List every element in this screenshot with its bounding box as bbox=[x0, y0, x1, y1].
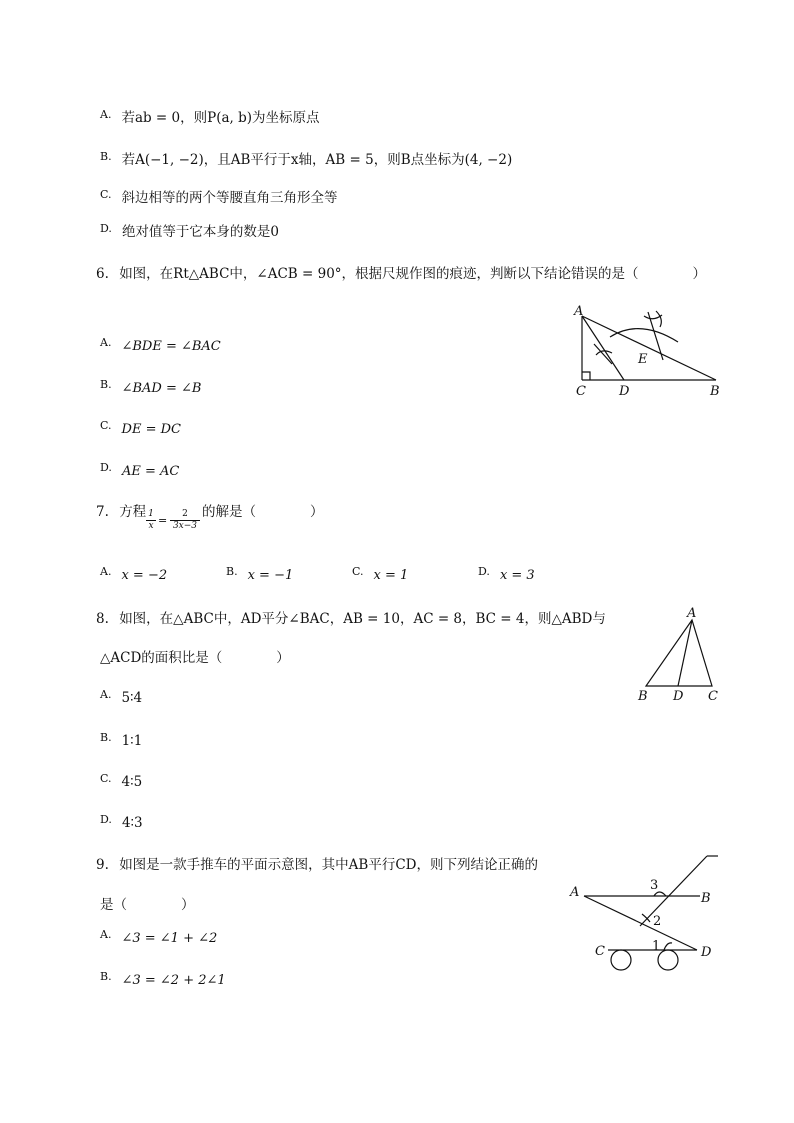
q5-option-a: $^{A.}$ 若ab = 0，则P(a, b)为坐标原点 bbox=[100, 108, 320, 126]
q9-option-a: $^{A.}$ ∠3 = ∠1 + ∠2 bbox=[100, 928, 218, 946]
q5-option-a-text: 若ab = 0，则P(a, b)为坐标原点 bbox=[121, 110, 320, 126]
q5-option-b: $^{B.}$ 若A(−1, −2)，且AB平行于x轴，AB = 5，则B点坐标为(4, −2) bbox=[100, 150, 513, 168]
q7-option-c: $^{C.}$ x = 1 bbox=[352, 565, 409, 583]
q8-number: 8. bbox=[96, 611, 109, 627]
q6-number: 6. bbox=[96, 266, 109, 282]
q9-stem-line1 bbox=[96, 853, 538, 873]
q7-lhs-denominator: x bbox=[146, 520, 156, 532]
q7-lhs-fraction bbox=[146, 509, 156, 532]
q7-option-d-text: x = 3 bbox=[499, 568, 535, 583]
q6-option-b-text: ∠BAD = ∠B bbox=[121, 381, 202, 396]
q7-stem-suffix: 的解是（ ） bbox=[202, 504, 324, 520]
q8-label-a: A bbox=[687, 606, 697, 621]
q8-label-b: B bbox=[638, 689, 648, 704]
q8-option-d: $^{D.}$ 4∶3 bbox=[100, 813, 143, 831]
q7-option-a: $^{A.}$ x = −2 bbox=[100, 565, 168, 583]
q7-option-c-text: x = 1 bbox=[373, 568, 409, 583]
q8-label-c: C bbox=[708, 689, 718, 704]
q9-stem-line2: 是（ ） bbox=[100, 897, 195, 913]
q7-option-b: $^{B.}$ x = −1 bbox=[226, 565, 294, 583]
q8-option-b: $^{B.}$ 1∶1 bbox=[100, 731, 143, 749]
q7-stem-prefix: 方程 bbox=[119, 504, 147, 520]
q7-number: 7. bbox=[96, 504, 109, 520]
q6-option-d: $^{D.}$ AE = AC bbox=[100, 461, 180, 479]
q5-option-d: $^{D.}$ 绝对值等于它本身的数是0 bbox=[100, 222, 280, 240]
q9-option-b-text: ∠3 = ∠2 + 2∠1 bbox=[121, 973, 226, 988]
q6-label-c: C bbox=[576, 384, 586, 399]
q9-option-a-text: ∠3 = ∠1 + ∠2 bbox=[121, 931, 218, 946]
q8-stem-text-1: 如图，在△ABC中，AD平分∠BAC，AB = 10，AC = 8，BC = 4，则△ABD与 bbox=[119, 611, 606, 627]
q6-figure bbox=[560, 300, 730, 405]
q7-rhs-numerator: 2 bbox=[182, 509, 188, 519]
q6-label-a: A bbox=[574, 304, 584, 319]
q8-option-d-text: 4∶3 bbox=[121, 815, 143, 831]
q8-option-a-text: 5∶4 bbox=[121, 690, 143, 706]
q5-option-d-text: 绝对值等于它本身的数是0 bbox=[121, 224, 280, 240]
q6-label-b: B bbox=[710, 384, 720, 399]
q8-option-a: $^{A.}$ 5∶4 bbox=[100, 688, 143, 706]
q7-rhs-denominator: 3x−3 bbox=[170, 520, 200, 532]
q7-option-b-text: x = −1 bbox=[247, 568, 294, 583]
q8-label-d: D bbox=[673, 689, 684, 704]
q7-equals: = bbox=[158, 514, 168, 527]
q9-label-a: A bbox=[570, 885, 580, 900]
q7-option-d: $^{D.}$ x = 3 bbox=[478, 565, 535, 583]
q5-option-c-text: 斜边相等的两个等腰直角三角形全等 bbox=[121, 190, 338, 206]
q6-option-a: $^{A.}$ ∠BDE = ∠BAC bbox=[100, 336, 221, 354]
q9-label-c: C bbox=[595, 944, 605, 959]
q9-stem-text-1: 如图是一款手推车的平面示意图，其中AB平行CD，则下列结论正确的 bbox=[119, 857, 539, 873]
q7-stem bbox=[96, 500, 146, 520]
q7-lhs-numerator: 1 bbox=[148, 509, 154, 519]
q5-option-b-text: 若A(−1, −2)，且AB平行于x轴，AB = 5，则B点坐标为(4, −2) bbox=[121, 152, 513, 168]
q9-number: 9. bbox=[96, 857, 109, 873]
q9-label-b: B bbox=[701, 891, 711, 906]
q9-figure bbox=[560, 850, 730, 975]
q9-label-3: 3 bbox=[650, 878, 659, 893]
q8-option-c: $^{C.}$ 4∶5 bbox=[100, 772, 143, 790]
q6-option-d-text: AE = AC bbox=[121, 464, 180, 479]
q8-stem-line1 bbox=[96, 607, 606, 627]
q6-stem-text: 如图，在Rt△ABC中，∠ACB = 90°，根据尺规作图的痕迹，判断以下结论错误的是（ ） bbox=[119, 266, 707, 282]
q9-label-d: D bbox=[701, 945, 712, 960]
q8-option-b-text: 1∶1 bbox=[121, 733, 143, 749]
q6-option-a-text: ∠BDE = ∠BAC bbox=[121, 339, 221, 354]
q7-rhs-fraction bbox=[170, 509, 200, 532]
q9-option-b: $^{B.}$ ∠3 = ∠2 + 2∠1 bbox=[100, 970, 226, 988]
q8-option-c-text: 4∶5 bbox=[121, 774, 143, 790]
q5-option-c: $^{C.}$ 斜边相等的两个等腰直角三角形全等 bbox=[100, 188, 338, 206]
q6-option-b: $^{B.}$ ∠BAD = ∠B bbox=[100, 378, 202, 396]
q6-option-c: $^{C.}$ DE = DC bbox=[100, 419, 181, 437]
q8-figure bbox=[630, 600, 730, 710]
q6-stem bbox=[96, 262, 706, 282]
q7-option-a-text: x = −2 bbox=[121, 568, 168, 583]
q6-label-e: E bbox=[638, 352, 648, 367]
q8-stem-line2: △ACD的面积比是（ ） bbox=[100, 650, 290, 666]
q6-label-d: D bbox=[619, 384, 630, 399]
q9-label-2: 2 bbox=[653, 914, 662, 929]
q9-label-1: 1 bbox=[652, 939, 661, 954]
q6-option-c-text: DE = DC bbox=[121, 422, 181, 437]
